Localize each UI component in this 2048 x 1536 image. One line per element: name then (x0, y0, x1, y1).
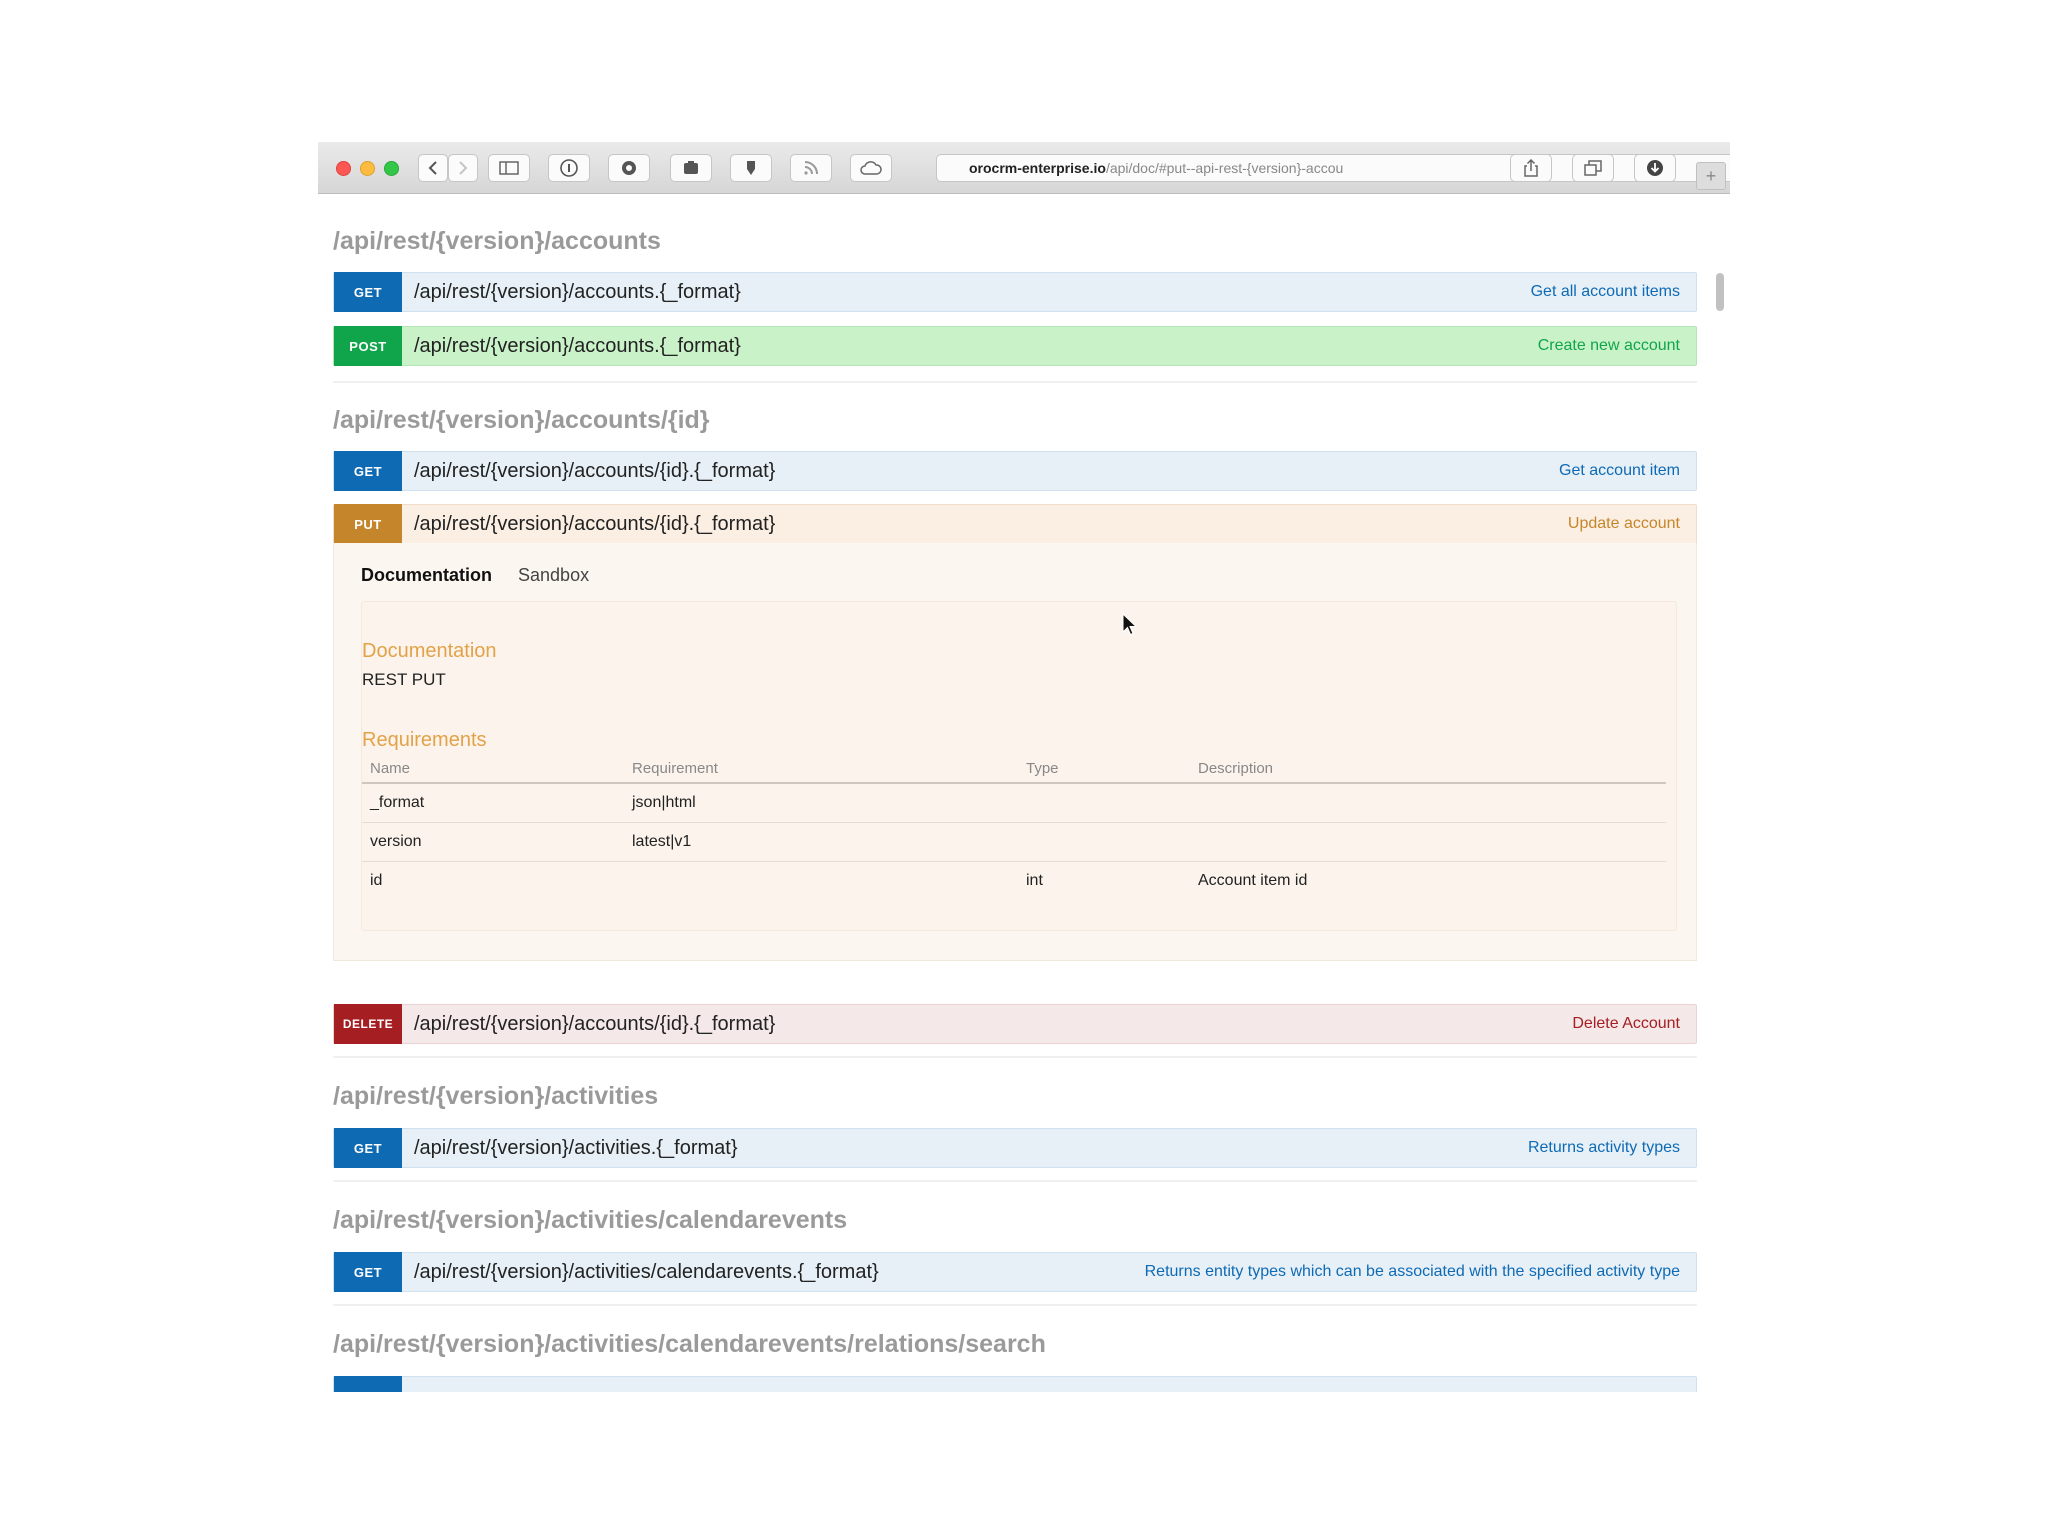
section-calendarevents-title[interactable]: /api/rest/{version}/activities/calendarevents (333, 1206, 848, 1234)
method-badge: GET (334, 272, 402, 312)
minimize-window-button[interactable] (360, 161, 375, 176)
endpoint-path[interactable]: /api/rest/{version}/accounts/{id}.{_format} (414, 1012, 776, 1035)
column-header-description: Description (1198, 760, 1274, 777)
method-badge: GET (334, 1128, 402, 1168)
forward-button[interactable] (448, 154, 478, 182)
cloud-icon (860, 161, 882, 175)
endpoint-path[interactable]: /api/rest/{version}/activities.{_format} (414, 1136, 738, 1159)
method-badge: GET (334, 451, 402, 491)
share-button[interactable] (1510, 154, 1552, 182)
method-badge: PUT (334, 504, 402, 544)
endpoint-summary[interactable]: Delete Account (1572, 1015, 1680, 1032)
info-icon (560, 159, 578, 177)
endpoint-get-accounts[interactable] (333, 272, 1697, 312)
documentation-content (361, 601, 1677, 931)
extension-button-2[interactable] (670, 154, 712, 182)
endpoint-get-account[interactable] (333, 451, 1697, 491)
documentation-heading: Documentation (362, 640, 497, 662)
cell-type: int (1026, 872, 1043, 889)
endpoint-summary[interactable]: Returns entity types which can be associated with the specified activity type (1144, 1263, 1680, 1280)
section-account-id-title[interactable]: /api/rest/{version}/accounts/{id} (333, 406, 710, 434)
endpoint-put-account[interactable] (333, 504, 1697, 544)
url-path: /api/doc/#put--api-rest-{version}-accou (1105, 160, 1344, 176)
table-row (362, 862, 1666, 901)
share-icon (1523, 159, 1539, 177)
endpoint-path[interactable]: /api/rest/{version}/activities/calendarevents.{_format} (414, 1260, 879, 1283)
sidebar-button[interactable] (488, 154, 530, 182)
mouse-pointer-icon (1122, 613, 1138, 637)
endpoint-summary[interactable]: Get account item (1559, 462, 1680, 479)
endpoint-summary[interactable]: Create new account (1537, 337, 1680, 354)
info-button[interactable] (548, 154, 590, 182)
endpoint-summary[interactable]: Get all account items (1530, 283, 1680, 300)
endpoint-path[interactable]: /api/rest/{version}/accounts.{_format} (414, 334, 741, 357)
extension-button-3[interactable] (730, 154, 772, 182)
downloads-button[interactable] (1634, 154, 1676, 182)
tab-documentation[interactable]: Documentation (361, 565, 493, 585)
endpoint-path[interactable]: /api/rest/{version}/accounts.{_format} (414, 280, 741, 303)
cell-requirement: json|html (632, 794, 696, 811)
endpoint-summary[interactable]: Update account (1567, 515, 1680, 532)
documentation-text: REST PUT (362, 670, 446, 689)
endpoint-post-accounts[interactable] (333, 326, 1697, 366)
extension-icon (682, 160, 700, 176)
section-relations-search-title[interactable]: /api/rest/{version}/activities/calendarevents/relations/search (333, 1330, 1046, 1358)
cell-name: id (370, 872, 383, 889)
browser-toolbar (318, 142, 1730, 194)
endpoint-delete-account[interactable] (333, 1004, 1697, 1044)
close-window-button[interactable] (336, 161, 351, 176)
cell-description: Account item id (1198, 872, 1308, 889)
column-header-name: Name (370, 760, 411, 777)
scrollbar[interactable] (1716, 273, 1724, 311)
endpoint-get-activities[interactable] (333, 1128, 1697, 1168)
download-icon (1646, 159, 1664, 177)
tabs-overview-button[interactable] (1572, 154, 1614, 182)
url-text (969, 160, 1730, 176)
divider (333, 381, 1697, 383)
table-row (362, 823, 1666, 862)
documentation-wrapper (362, 602, 1676, 930)
endpoint-get-calendarevents[interactable] (333, 1252, 1697, 1292)
sidebar-icon (499, 161, 519, 175)
section-accounts-title[interactable]: /api/rest/{version}/accounts (333, 227, 661, 255)
column-header-type: Type (1026, 760, 1059, 777)
divider (333, 1304, 1697, 1306)
rss-icon (803, 160, 819, 176)
url-host: orocrm-enterprise.io (969, 160, 1106, 176)
requirements-heading: Requirements (362, 729, 487, 751)
back-button[interactable] (418, 154, 448, 182)
new-tab-icon: + (1705, 165, 1717, 186)
method-badge: POST (334, 326, 402, 366)
extension-button-1[interactable] (608, 154, 650, 182)
new-tab-button[interactable] (1696, 162, 1726, 190)
documentation-body (362, 602, 1676, 930)
rss-button[interactable] (790, 154, 832, 182)
table-row (362, 784, 1666, 823)
method-badge: DELETE (334, 1004, 402, 1044)
method-badge: GET (334, 1252, 402, 1292)
endpoint-summary[interactable]: Returns activity types (1527, 1139, 1680, 1156)
page-content (318, 195, 1730, 1392)
extension-icon (620, 159, 638, 177)
endpoint-get-relations-search[interactable] (333, 1376, 1697, 1392)
maximize-window-button[interactable] (384, 161, 399, 176)
cell-requirement: latest|v1 (632, 833, 692, 850)
table-header-row (362, 758, 1666, 784)
requirements-table (362, 758, 1666, 901)
extension-icon (743, 159, 759, 177)
tab-sandbox[interactable]: Sandbox (518, 565, 590, 585)
section-activities-title[interactable]: /api/rest/{version}/activities (333, 1082, 659, 1110)
put-account-details-panel (333, 543, 1697, 961)
cell-name: _format (370, 794, 425, 811)
cloud-button[interactable] (850, 154, 892, 182)
column-header-requirement: Requirement (632, 760, 718, 777)
back-icon (428, 160, 438, 176)
divider (333, 1056, 1697, 1058)
cell-name: version (370, 833, 422, 850)
divider (333, 1180, 1697, 1182)
endpoint-path[interactable]: /api/rest/{version}/accounts/{id}.{_format} (414, 512, 776, 535)
forward-icon (458, 160, 468, 176)
endpoint-path[interactable]: /api/rest/{version}/accounts/{id}.{_format} (414, 459, 776, 482)
method-badge (334, 1376, 402, 1392)
tabs-icon (1584, 160, 1602, 176)
panel-tabs (361, 565, 589, 586)
browser-window (318, 142, 1730, 1392)
